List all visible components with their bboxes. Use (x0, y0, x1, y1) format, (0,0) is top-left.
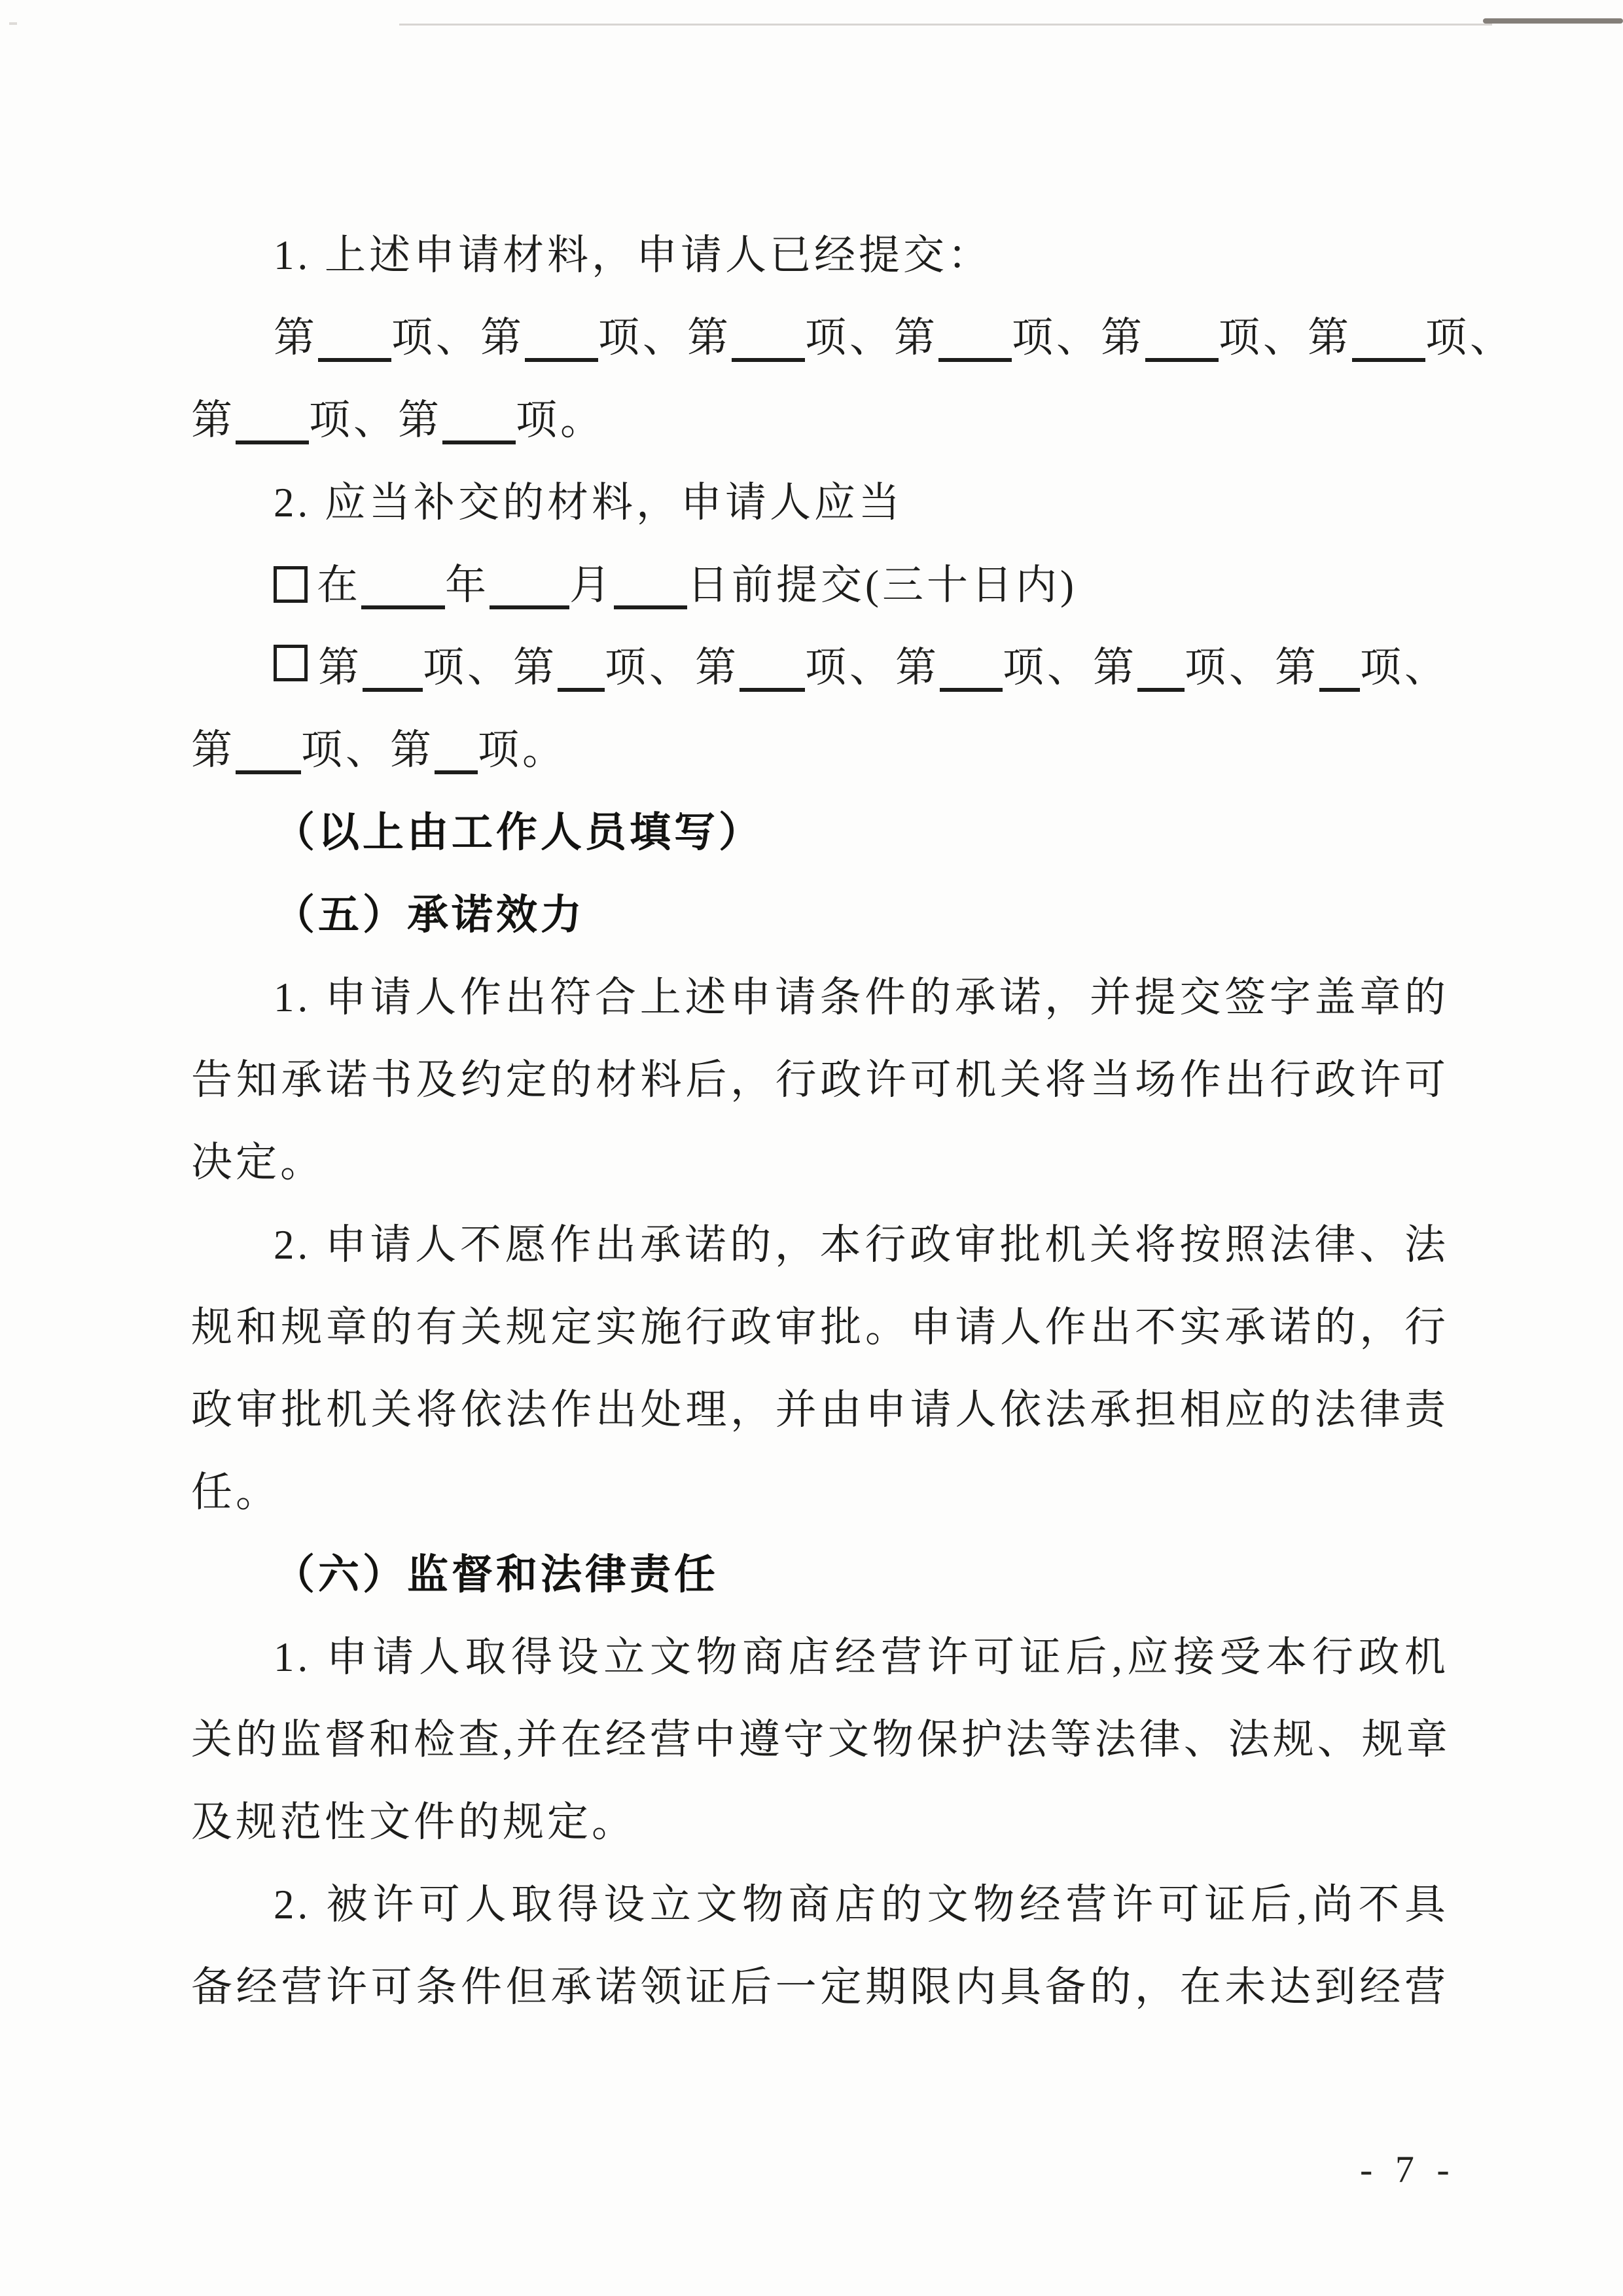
fill-in-blank (490, 605, 569, 609)
document-line (191, 1451, 1449, 1534)
text-run: 关的监督和检查,并在经营中遵守文物保护法等法律、法规、规章 (191, 1717, 1451, 1763)
text-run: 在 (317, 562, 361, 608)
fill-in-blank (740, 688, 805, 692)
document-line (191, 1781, 1449, 1863)
text-run: 备经营许可条件但承诺领证后一定期限内具备的，在未达到经营 (191, 1964, 1449, 2010)
text-run: 第 (513, 645, 558, 691)
fill-in-unit (480, 296, 687, 379)
text-run: 月 (569, 562, 614, 608)
document-line (191, 1039, 1449, 1121)
text-run: 日前提交(三十日内) (687, 562, 1077, 608)
fill-in-unit (1275, 626, 1449, 709)
text-run: 第 (695, 645, 740, 691)
fill-in-blank (940, 688, 1003, 692)
document-body (191, 214, 1514, 2028)
text-run: 项、 (301, 727, 390, 773)
text-run: 2. 应当补交的材料，申请人应当 (274, 480, 903, 526)
text-run: 项、 (1360, 645, 1449, 691)
document-line (191, 1121, 1449, 1204)
document-line (191, 1369, 1449, 1451)
fill-in-blank (525, 358, 598, 362)
text-run: 规和规章的有关规定实施行政审批。申请人作出不实承诺的，行 (191, 1304, 1449, 1350)
document-line (191, 791, 1449, 874)
scan-artifact-smudge (1483, 18, 1623, 24)
fill-in-blank (938, 358, 1012, 362)
text-run: 项。 (516, 397, 605, 443)
text-run: 告知承诺书及约定的材料后，行政许可机关将当场作出行政许可 (191, 1057, 1449, 1103)
fill-in-unit (895, 626, 1092, 709)
text-run: 第 (318, 645, 363, 691)
fill-in-unit (513, 626, 694, 709)
document-line (191, 1698, 1449, 1781)
fill-in-blank (732, 358, 805, 362)
text-run: （六）监督和法律责任 (274, 1552, 719, 1598)
text-run: 项、 (805, 645, 894, 691)
document-line (191, 1946, 1449, 2028)
text-run: 决定。 (191, 1139, 325, 1185)
text-run: 及规范性文件的规定。 (191, 1799, 636, 1845)
fill-in-unit (687, 296, 894, 379)
text-run: （以上由工作人员填写） (274, 810, 763, 855)
fill-in-unit (398, 379, 605, 461)
text-run: 第 (191, 397, 236, 443)
document-line (191, 214, 1449, 296)
text-run: 项、 (391, 315, 480, 361)
text-run: 1. 申请人作出符合上述申请条件的承诺，并提交签字盖章的 (274, 975, 1449, 1020)
document-line (191, 709, 1449, 791)
document-line (191, 1863, 1449, 1946)
text-run: 第 (398, 397, 442, 443)
document-line (191, 1286, 1449, 1369)
fill-in-unit (695, 626, 894, 709)
text-run: 第 (1093, 645, 1137, 691)
text-run: 任。 (191, 1469, 280, 1515)
document-line (191, 296, 1514, 379)
document-line (191, 544, 1449, 626)
fill-in-blank (442, 440, 516, 444)
text-run: 项、 (1012, 315, 1101, 361)
text-run: 第 (274, 315, 318, 361)
document-line (191, 956, 1449, 1039)
text-run: 2. 被许可人取得设立文物商店的文物经营许可证后,尚不具 (274, 1882, 1449, 1928)
fill-in-unit (390, 709, 567, 791)
document-line (191, 461, 1449, 544)
text-run: 第 (191, 727, 236, 773)
text-run: 项、 (1425, 315, 1514, 361)
text-run: 第 (1308, 315, 1352, 361)
text-run: 项、 (805, 315, 894, 361)
text-run: 第 (895, 645, 940, 691)
text-run: 第 (687, 315, 732, 361)
text-run: 1. 申请人取得设立文物商店经营许可证后,应接受本行政机 (274, 1634, 1449, 1680)
fill-in-blank (236, 440, 309, 444)
fill-in-blank (614, 605, 687, 609)
text-run: 项、 (309, 397, 398, 443)
text-run: 第 (894, 315, 938, 361)
fill-in-blank (435, 770, 478, 774)
text-run: 1. 上述申请材料，申请人已经提交： (274, 232, 992, 278)
document-line (191, 1534, 1449, 1616)
fill-in-blank (1319, 688, 1360, 692)
text-run: 第 (480, 315, 525, 361)
text-run: 2. 申请人不愿作出承诺的，本行政审批机关将按照法律、法 (274, 1222, 1449, 1268)
fill-in-unit (318, 626, 512, 709)
document-line (191, 1204, 1449, 1286)
fill-in-unit (1101, 296, 1308, 379)
fill-in-blank (361, 605, 445, 609)
text-run: 项、 (1185, 645, 1274, 691)
document-line (191, 1616, 1449, 1698)
document-line (191, 874, 1449, 956)
text-run: 项、 (598, 315, 687, 361)
fill-in-blank (318, 358, 391, 362)
text-run: 项、 (423, 645, 512, 691)
fill-in-unit (191, 379, 398, 461)
fill-in-blank (558, 688, 605, 692)
text-run: 项、 (1219, 315, 1308, 361)
text-run: 第 (1275, 645, 1319, 691)
fill-in-blank (1352, 358, 1425, 362)
checkbox-icon (274, 566, 308, 603)
text-run: 第 (1101, 315, 1145, 361)
fill-in-unit (274, 296, 480, 379)
checkbox-icon (274, 645, 308, 681)
text-run: 项、 (605, 645, 694, 691)
scan-artifact-speck (9, 22, 17, 25)
fill-in-blank (1137, 688, 1185, 692)
page-number: - 7 - (1360, 2148, 1456, 2191)
text-run: 年 (445, 562, 490, 608)
text-run: 项、 (1003, 645, 1092, 691)
text-run: 项。 (478, 727, 567, 773)
document-line (191, 379, 1449, 461)
text-run: （五）承诺效力 (274, 892, 585, 938)
fill-in-blank (363, 688, 423, 692)
fill-in-unit (894, 296, 1101, 379)
text-run: 第 (390, 727, 435, 773)
text-run: 政审批机关将依法作出处理，并由申请人依法承担相应的法律责 (191, 1387, 1449, 1433)
fill-in-blank (1145, 358, 1219, 362)
document-line (191, 626, 1449, 709)
scan-artifact-line (399, 24, 1492, 26)
fill-in-blank (236, 770, 301, 774)
fill-in-unit (1093, 626, 1274, 709)
fill-in-unit (191, 709, 390, 791)
fill-in-unit (1308, 296, 1514, 379)
